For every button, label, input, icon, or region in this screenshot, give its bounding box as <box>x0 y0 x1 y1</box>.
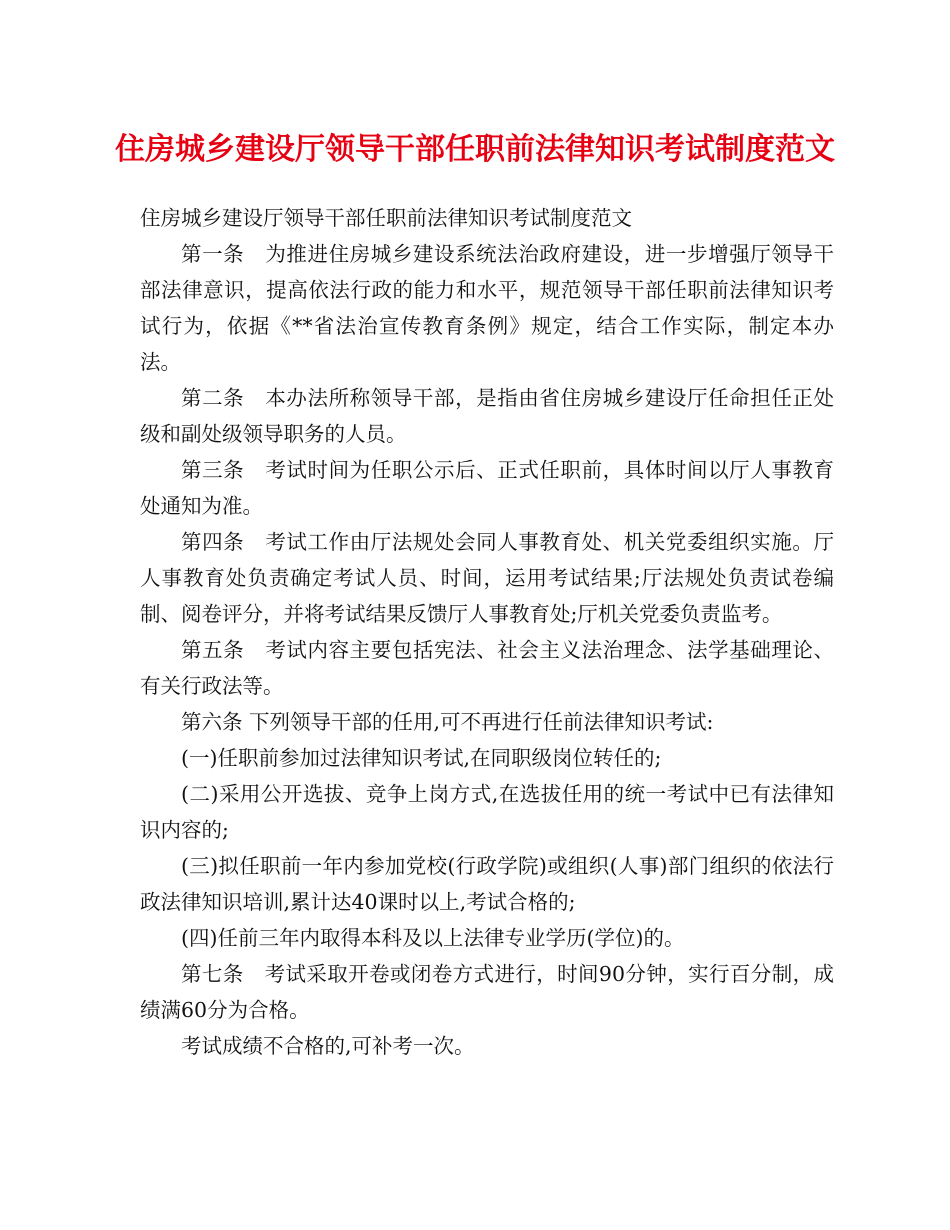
article-7-note: 考试成绩不合格的,可补考一次。 <box>181 1034 475 1058</box>
article-6-item-4: (四)任前三年内取得本科及以上法律专业学历(学位)的。 <box>181 926 685 950</box>
article-2-paragraph: 第二条 本办法所称领导干部，是指由省住房城乡建设厅任命担任正处级和副处级领导职务的人员。 <box>140 386 834 446</box>
article-1-paragraph: 第一条 为推进住房城乡建设系统法治政府建设，进一步增强厅领导干部法律意识，提高依法行政的能力和水平，规范领导干部任职前法律知识考试行为，依据《**省法治宣传教育条例》规定，结合工作实际，制定本办法。 <box>140 242 834 374</box>
article-7-paragraph: 第七条 考试采取开卷或闭卷方式进行，时间90分钟，实行百分制，成绩满60分为合格。 <box>140 962 834 1022</box>
article-6-item-1: (一)任职前参加过法律知识考试,在同职级岗位转任的; <box>181 746 662 770</box>
document-title: 住房城乡建设厅领导干部任职前法律知识考试制度范文 <box>115 132 835 167</box>
article-4-paragraph: 第四条 考试工作由厅法规处会同人事教育处、机关党委组织实施。厅人事教育处负责确定考试人员、时间，运用考试结果;厅法规处负责试卷编制、阅卷评分，并将考试结果反馈厅人事教育处;厅机关党委负责监考。 <box>140 530 834 626</box>
article-6-item-2: (二)采用公开选拔、竞争上岗方式,在选拔任用的统一考试中已有法律知识内容的; <box>140 782 834 842</box>
document-body <box>140 200 834 1064</box>
document-heading-line: 住房城乡建设厅领导干部任职前法律知识考试制度范文 <box>140 206 632 230</box>
article-3-paragraph: 第三条 考试时间为任职公示后、正式任职前，具体时间以厅人事教育处通知为准。 <box>140 458 834 518</box>
article-6-paragraph: 第六条 下列领导干部的任用,可不再进行任前法律知识考试: <box>181 710 714 734</box>
article-5-paragraph: 第五条 考试内容主要包括宪法、社会主义法治理念、法学基础理论、有关行政法等。 <box>140 638 834 698</box>
article-6-item-3: (三)拟任职前一年内参加党校(行政学院)或组织(人事)部门组织的依法行政法律知识培训,累计达40课时以上,考试合格的; <box>140 854 834 914</box>
